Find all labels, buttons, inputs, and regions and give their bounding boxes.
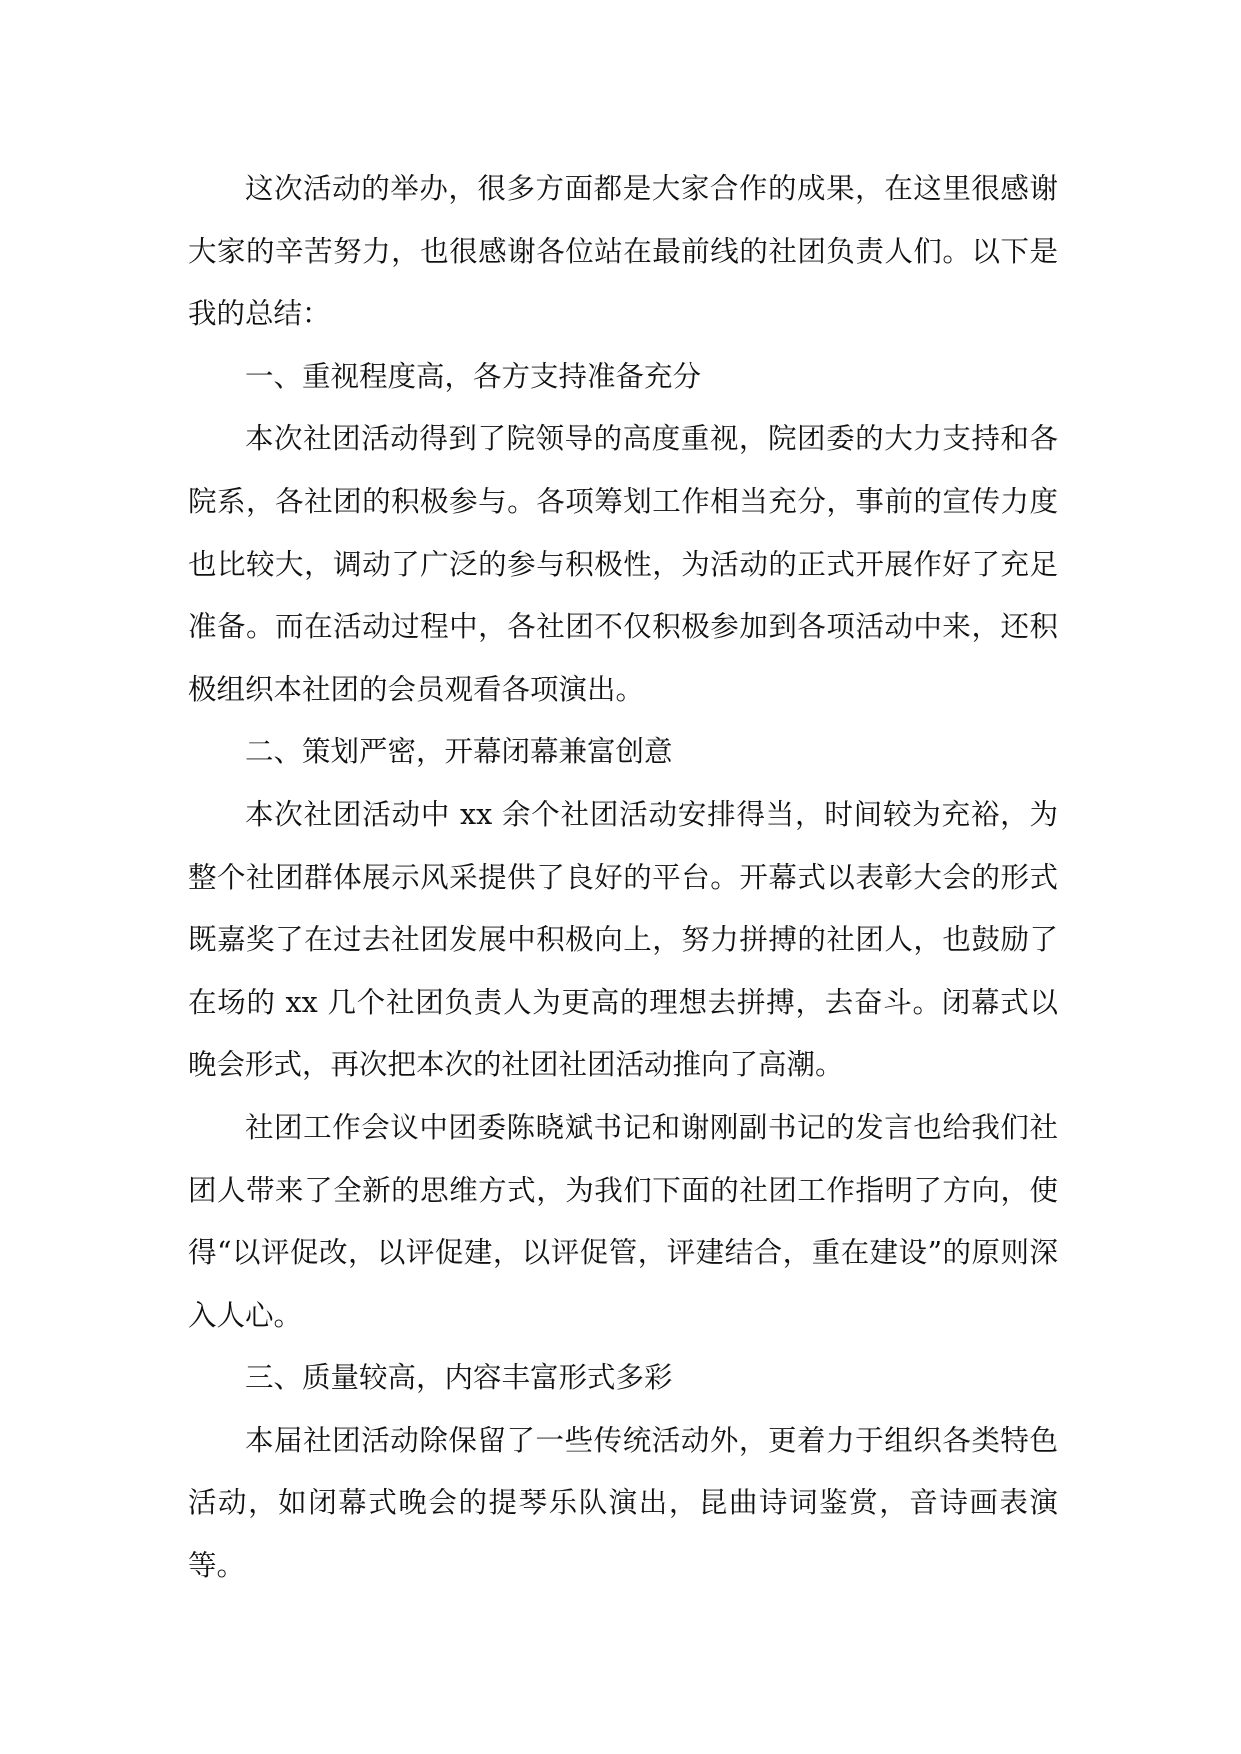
document-body [188,158,1058,1598]
paragraph-section-1: 本次社团活动得到了院领导的高度重视，院团委的大力支持和各院系，各社团的积极参与。各项筹划工作相当充分，事前的宣传力度也比较大，调动了广泛的参与积极性，为活动的正式开展作好了充足准备。而在活动过程中，各社团不仅积极参加到各项活动中来，还积极组织本社团的会员观看各项演出。 [188,422,1058,706]
section-heading-1: 一、重视程度高，各方支持准备充分 [245,359,702,393]
section-heading-2: 二、策划严密，开幕闭幕兼富创意 [245,735,673,769]
paragraph-section-3: 本届社团活动除保留了一些传统活动外，更着力于组织各类特色活动，如闭幕式晚会的提琴乐队演出，昆曲诗词鉴赏，音诗画表演等。 [188,1423,1058,1583]
paragraph-section-2-meeting: 社团工作会议中团委陈晓斌书记和谢刚副书记的发言也给我们社团人带来了全新的思维方式，为我们下面的社团工作指明了方向，使得“以评促改，以评促建，以评促管，评建结合，重在建设”的原则深入人心。 [188,1110,1058,1332]
section-heading-3: 三、质量较高，内容丰富形式多彩 [245,1361,673,1395]
paragraph-section-2: 本次社团活动中 xx 余个社团活动安排得当，时间较为充裕，为整个社团群体展示风采提供了良好的平台。开幕式以表彰大会的形式既嘉奖了在过去社团发展中积极向上，努力拼搏的社团人，也鼓励了在场的 xx 几个社团负责人为更高的理想去拼搏，去奋斗。闭幕式以晚会形式，再次把本次的社团社团活动推向了高潮。 [188,797,1058,1082]
paragraph-intro: 这次活动的举办，很多方面都是大家合作的成果，在这里很感谢大家的辛苦努力，也很感谢各位站在最前线的社团负责人们。以下是我的总结： [188,172,1058,331]
